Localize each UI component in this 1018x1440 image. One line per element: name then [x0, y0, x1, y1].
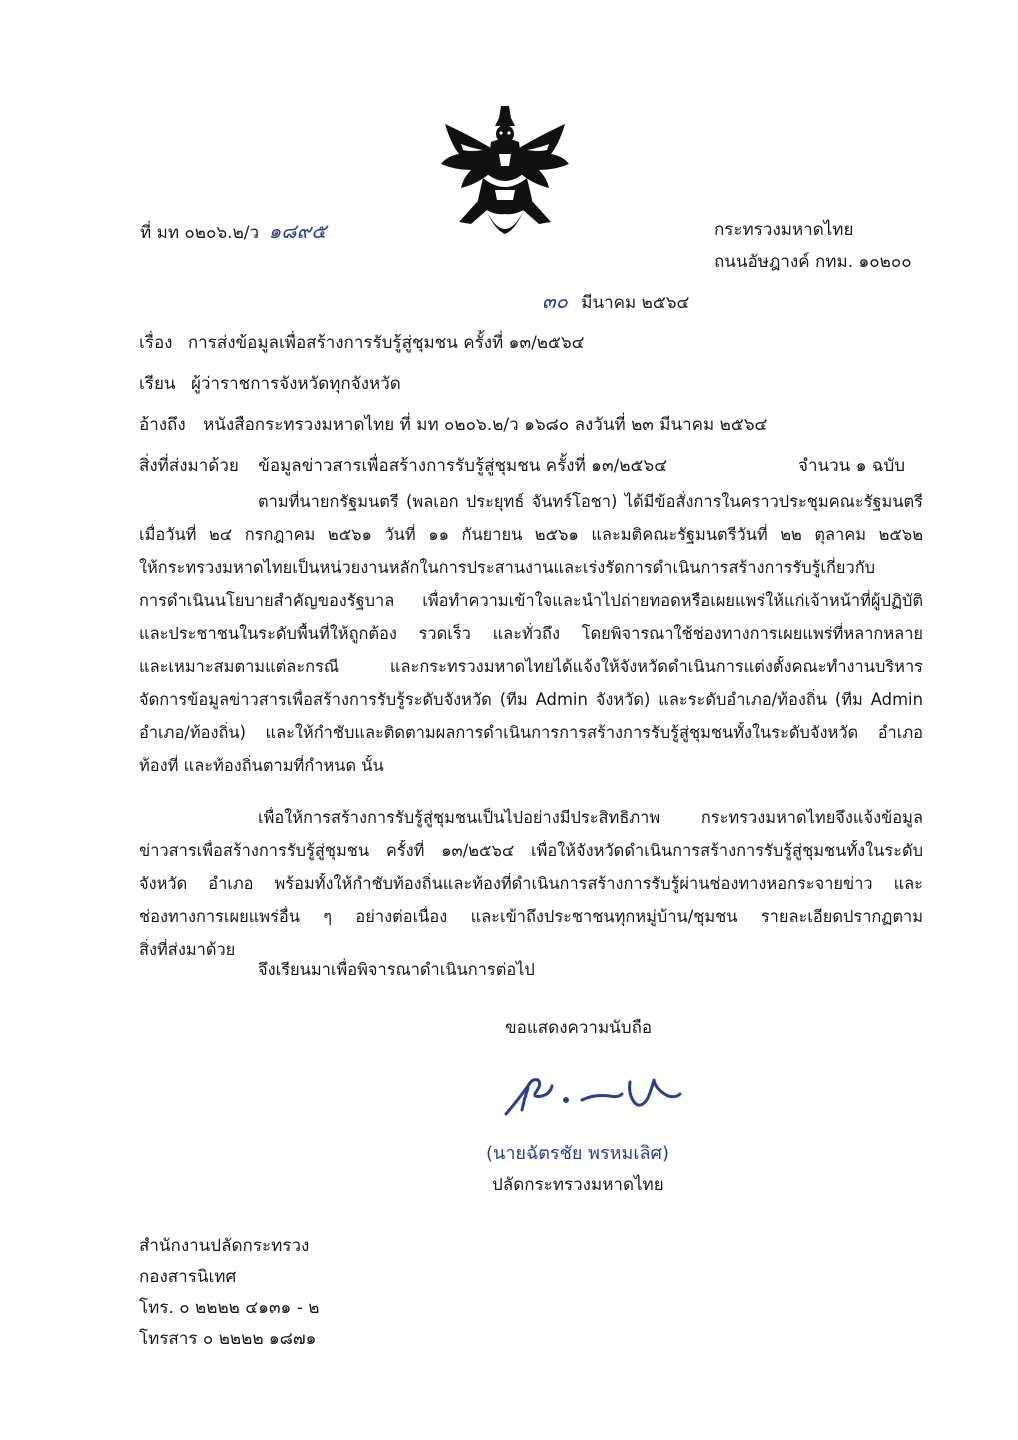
- recipient-label: เรียน: [139, 374, 176, 394]
- paragraph-line: อำเภอ/ท้องถิ่น) และให้กำชับและติดตามผลการดำเนินการการสร้างการรับรู้สู่ชุมชนทั้งในระดับจังหวัด อำเภอ: [139, 723, 923, 742]
- reference-prefix: ที่ มท ๐๒๐๖.๒/ว: [140, 223, 260, 243]
- paragraph-line: และเหมาะสมตามแต่ละกรณี และกระทรวงมหาดไทยได้แจ้งให้จังหวัดดำเนินการแต่งตั้งคณะทำงานบริหาร: [139, 657, 923, 676]
- reference-number: [140, 220, 326, 244]
- recipient-text: ผู้ว่าราชการจังหวัดทุกจังหวัด: [190, 374, 401, 394]
- subject-line: [139, 332, 585, 354]
- paragraph-line: สิ่งที่ส่งมาด้วย: [139, 940, 236, 959]
- paragraph-line: ข่าวสารเพื่อสร้างการรับรู้สู่ชุมชน ครั้งที่ ๑๓/๒๕๖๔ เพื่อให้จังหวัดดำเนินการสร้างการรับรู้สู่ชุมชนทั้งในระดับ: [139, 841, 923, 860]
- signer-name: (นายฉัตรชัย พรหมเลิศ): [486, 1143, 669, 1164]
- signer-title: ปลัดกระทรวงมหาดไทย: [492, 1175, 664, 1195]
- ministry-name: กระทรวงมหาดไทย: [714, 220, 854, 240]
- footer-division: กองสารนิเทศ: [139, 1267, 237, 1287]
- footer-phone: โทร. ๐ ๒๒๒๒ ๔๑๓๑ - ๒: [139, 1298, 320, 1318]
- paragraph-line: จังหวัด อำเภอ พร้อมทั้งให้กำชับท้องถิ่นและท้องที่ดำเนินการสร้างการรับรู้ผ่านช่องทางหอกระจายข่าว และ: [139, 874, 923, 893]
- paragraph-line: การดำเนินนโยบายสำคัญของรัฐบาล เพื่อทำความเข้าใจและนำไปถ่ายทอดหรือเผยแพร่ให้แก่เจ้าหน้าที่ผู้ปฏิบัติ: [139, 591, 923, 610]
- reference-line: [139, 414, 767, 436]
- paragraph-line: จัดการข้อมูลข่าวสารเพื่อสร้างการรับรู้ระดับจังหวัด (ทีม Admin จังหวัด) และระดับอำเภอ/ท้องถิ่น (ทีม Admin: [139, 690, 923, 709]
- subject-label: เรื่อง: [139, 333, 173, 353]
- letter-date: [542, 290, 689, 314]
- enclosure-count: จำนวน ๑ ฉบับ: [798, 456, 906, 476]
- paragraph-line: ท้องที่ และท้องถิ่นตามที่กำหนด นั้น: [139, 756, 384, 775]
- enclosure-label: สิ่งที่ส่งมาด้วย: [139, 456, 239, 476]
- enclosure-line: [139, 455, 667, 477]
- paragraph-line: และประชาชนในระดับพื้นที่ให้ถูกต้อง รวดเร็ว และทั่วถึง โดยพิจารณาใช้ช่องทางการเผยแพร่ที่หลากหลาย: [139, 624, 923, 643]
- reference-label: อ้างถึง: [139, 415, 186, 435]
- paragraph-line: ตามที่นายกรัฐมนตรี (พลเอก ประยุทธ์ จันทร์โอชา) ได้มีข้อสั่งการในคราวประชุมคณะรัฐมนตรี: [258, 492, 923, 511]
- footer-office: สำนักงานปลัดกระทรวง: [139, 1236, 310, 1256]
- ministry-address: ถนนอัษฎางค์ กทม. ๑๐๒๐๐: [714, 252, 912, 272]
- closing-request: จึงเรียนมาเพื่อพิจารณาดำเนินการต่อไป: [258, 960, 535, 979]
- enclosure-text: ข้อมูลข่าวสารเพื่อสร้างการรับรู้สู่ชุมชน ครั้งที่ ๑๓/๒๕๖๔: [258, 456, 668, 476]
- paragraph-line: เมื่อวันที่ ๒๔ กรกฎาคม ๒๕๖๑ วันที่ ๑๑ กันยายน ๒๕๖๑ และมติคณะรัฐมนตรีวันที่ ๒๒ ตุลาคม ๒๕๖๒: [139, 525, 923, 544]
- salutation: ขอแสดงความนับถือ: [505, 1018, 653, 1038]
- garuda-emblem-icon: [437, 104, 573, 246]
- subject-text: การส่งข้อมูลเพื่อสร้างการรับรู้สู่ชุมชน ครั้งที่ ๑๓/๒๕๖๔: [187, 333, 585, 353]
- paragraph-line: เพื่อให้การสร้างการรับรู้สู่ชุมชนเป็นไปอย่างมีประสิทธิภาพ กระทรวงมหาดไทยจึงแจ้งข้อมูล: [258, 808, 923, 827]
- date-month-year: มีนาคม ๒๕๖๔: [581, 293, 690, 313]
- paragraph-line: ช่องทางการเผยแพร่อื่น ๆ อย่างต่อเนื่อง และเข้าถึงประชาชนทุกหมู่บ้าน/ชุมชน รายละเอียดปรากฏตาม: [139, 907, 923, 926]
- handwritten-reference-number: ๑๘๙๕: [268, 219, 327, 243]
- handwritten-date-day: ๓๐: [542, 289, 568, 313]
- footer-fax: โทรสาร ๐ ๒๒๒๒ ๑๘๗๑: [139, 1329, 317, 1349]
- paragraph-line: ให้กระทรวงมหาดไทยเป็นหน่วยงานหลักในการประสานงานและเร่งรัดการดำเนินการสร้างการรับรู้เกี่ยวกับ: [139, 558, 876, 577]
- signature-icon: [498, 1066, 688, 1122]
- recipient-line: [139, 373, 401, 395]
- reference-text: หนังสือกระทรวงมหาดไทย ที่ มท ๐๒๐๖.๒/ว ๑๖๘๐ ลงวันที่ ๒๓ มีนาคม ๒๕๖๔: [203, 415, 768, 435]
